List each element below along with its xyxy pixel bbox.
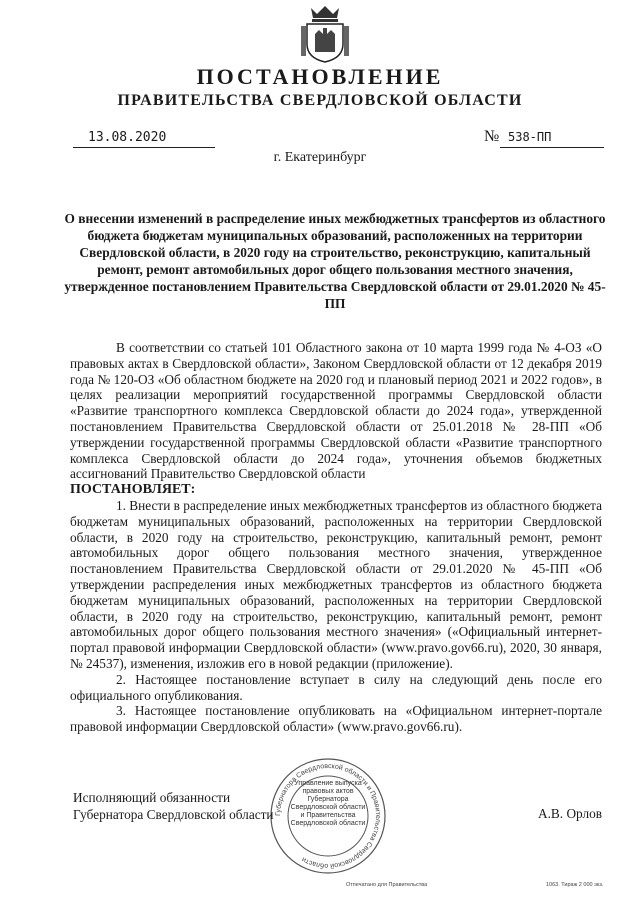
document-title: ПОСТАНОВЛЕНИЕ bbox=[196, 64, 444, 89]
document-body bbox=[70, 340, 602, 735]
city: г. Екатеринбург bbox=[273, 150, 367, 165]
number-sign: № bbox=[484, 128, 500, 145]
preamble: В соответствии со статьей 101 Областного закона от 10 марта 1999 года № 4-ОЗ «О правовых актах в Свердловской области», Законом Свердловской области от 12 декабря 2019 года № 120-ОЗ «Об областном бюджете на 2020 год и плановый период 2021 и 2022 годов», в целях реализации мероприятий государственной программы Свердловской области «Развитие транспортного комплекса Свердловской области до 2024 года», утвержденной постановлением Правительства Свердловской области от 25.01.2018 № 28-ПП «Об утверждении государственной программы Свердловской области «Развитие транспортного комплекса Свердловской области до 2024 года», уточнения объемов бюджетных ассигнований Правительство Свердловской области bbox=[70, 340, 602, 482]
footer-print-run: 1063. Тираж 2 000 экз. bbox=[546, 882, 604, 888]
decree-word: ПОСТАНОВЛЯЕТ: bbox=[70, 482, 196, 498]
stamp-center-text: Управление выпуска правовых актов Губернатора Свердловской области и Правительства Свердловской области bbox=[290, 780, 366, 827]
item-2: 2. Настоящее постановление вступает в силу на следующий день после его официального опубликования. bbox=[70, 671, 602, 703]
signatory-position-line2: Губернатора Свердловской области bbox=[73, 807, 274, 822]
signatory-name: А.В. Орлов bbox=[538, 806, 603, 821]
signatory-position bbox=[73, 789, 274, 823]
number-underline bbox=[500, 147, 604, 148]
document-number: 538-ПП bbox=[508, 130, 552, 144]
footer-print-note: Отпечатано для Правительства bbox=[346, 882, 428, 888]
item-3: 3. Настоящее постановление опубликовать на «Официальном интернет-портале правовой информации Свердловской области» (www.pravo.gov66.ru). bbox=[70, 703, 602, 735]
document-subject: О внесении изменений в распределение иных межбюджетных трансфертов из областного бюджета бюджетам муниципальных образований, расположенных на территории Свердловской области, в 2020 году на строительство, реконструкцию, капитальный ремонт, ремонт автомобильных дорог общего пользования местного значения, утвержденное постановлением Правительства Свердловской области от 29.01.2020 № 45-ПП bbox=[64, 211, 606, 311]
stamp-ring-text: Губернатора Свердловской области и Правительства Свердловской области bbox=[274, 762, 382, 870]
date-underline bbox=[73, 147, 215, 148]
document-date: 13.08.2020 bbox=[88, 130, 167, 145]
signatory-position-line1: Исполняющий обязанности bbox=[73, 790, 231, 805]
item-1: 1. Внести в распределение иных межбюджетных трансфертов из областного бюджета бюджетам муниципальных образований, расположенных на территории Свердловской области, в 2020 году на строительство, реконструкцию, капитальный ремонт, ремонт автомобильных дорог общего пользования местного значения, утвержденное постановлением Правительства Свердловской области от 29.01.2020 № 45-ПП «Об утверждении распределения иных межбюджетных трансфертов из областного бюджета бюджетам муниципальных образований, расположенных на территории Свердловской области, в 2020 году на строительство, реконструкцию, капитальный ремонт, ремонт автомобильных дорог общего пользования местного значения» («Официальный интернет-портал правовой информации Свердловской области» (www.pravo.gov66.ru), 2020, 30 января, № 24537), изменения, изложив его в новой редакции (приложение). bbox=[70, 497, 602, 671]
document-issuer: ПРАВИТЕЛЬСТВА СВЕРДЛОВСКОЙ ОБЛАСТИ bbox=[117, 92, 523, 109]
coat-of-arms-icon bbox=[301, 4, 349, 64]
